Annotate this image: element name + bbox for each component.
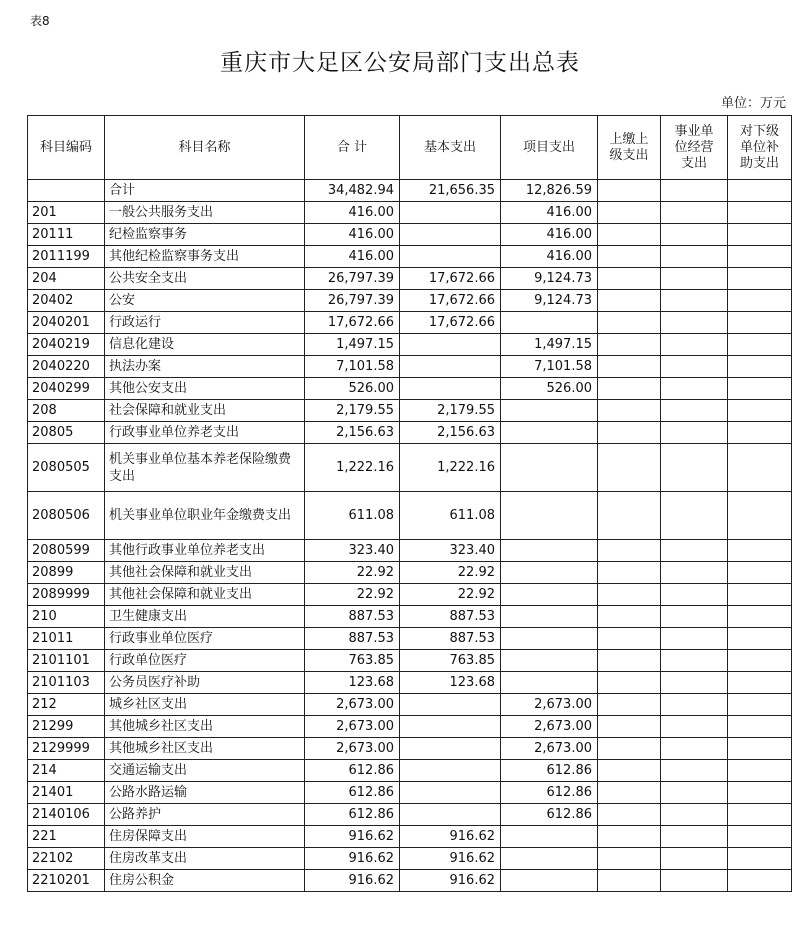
total-cell: 2,673.00 xyxy=(305,694,400,716)
total-cell: 416.00 xyxy=(305,224,400,246)
basic-expense-cell: 611.08 xyxy=(400,492,501,540)
subsidy-to-subordinate-cell xyxy=(728,202,792,224)
project-expense-cell xyxy=(501,672,598,694)
subject-code-cell: 204 xyxy=(28,268,105,290)
table-row xyxy=(28,562,792,584)
business-operation-cell xyxy=(661,202,728,224)
basic-expense-cell: 916.62 xyxy=(400,848,501,870)
business-operation-cell xyxy=(661,628,728,650)
total-cell: 1,222.16 xyxy=(305,444,400,492)
subject-name-cell: 住房改革支出 xyxy=(105,848,305,870)
subject-name-cell: 公务员医疗补助 xyxy=(105,672,305,694)
table-row xyxy=(28,760,792,782)
business-operation-cell xyxy=(661,540,728,562)
business-operation-cell xyxy=(661,444,728,492)
subject-code-cell: 2040220 xyxy=(28,356,105,378)
subsidy-to-subordinate-cell xyxy=(728,334,792,356)
subsidy-to-subordinate-cell xyxy=(728,290,792,312)
remit-to-superior-cell xyxy=(598,180,661,202)
total-cell: 916.62 xyxy=(305,826,400,848)
basic-expense-cell xyxy=(400,782,501,804)
subject-code-cell: 2101101 xyxy=(28,650,105,672)
project-expense-cell: 9,124.73 xyxy=(501,290,598,312)
basic-expense-cell: 123.68 xyxy=(400,672,501,694)
subject-name-cell: 行政事业单位医疗 xyxy=(105,628,305,650)
subsidy-to-subordinate-cell xyxy=(728,540,792,562)
subject-name-cell: 行政事业单位养老支出 xyxy=(105,422,305,444)
total-cell: 2,156.63 xyxy=(305,422,400,444)
project-expense-cell xyxy=(501,606,598,628)
subject-name-cell: 其他城乡社区支出 xyxy=(105,738,305,760)
subject-name-cell: 其他行政事业单位养老支出 xyxy=(105,540,305,562)
basic-expense-cell: 323.40 xyxy=(400,540,501,562)
remit-to-superior-cell xyxy=(598,202,661,224)
table-row xyxy=(28,444,792,492)
subject-code-cell: 2080505 xyxy=(28,444,105,492)
column-header: 上缴上级支出 xyxy=(598,116,661,180)
total-cell: 611.08 xyxy=(305,492,400,540)
project-expense-cell xyxy=(501,492,598,540)
total-cell: 2,673.00 xyxy=(305,738,400,760)
basic-expense-cell: 22.92 xyxy=(400,584,501,606)
subject-code-cell: 21011 xyxy=(28,628,105,650)
business-operation-cell xyxy=(661,180,728,202)
subsidy-to-subordinate-cell xyxy=(728,716,792,738)
subject-name-cell: 社会保障和就业支出 xyxy=(105,400,305,422)
project-expense-cell xyxy=(501,628,598,650)
remit-to-superior-cell xyxy=(598,672,661,694)
subject-code-cell: 210 xyxy=(28,606,105,628)
subject-name-cell: 行政单位医疗 xyxy=(105,650,305,672)
table-number: 表8 xyxy=(30,14,50,28)
subject-code-cell: 208 xyxy=(28,400,105,422)
subject-name-cell: 公共安全支出 xyxy=(105,268,305,290)
subject-code-cell: 2140106 xyxy=(28,804,105,826)
basic-expense-cell xyxy=(400,356,501,378)
basic-expense-cell xyxy=(400,738,501,760)
basic-expense-cell: 21,656.35 xyxy=(400,180,501,202)
total-cell: 887.53 xyxy=(305,606,400,628)
subject-code-cell: 221 xyxy=(28,826,105,848)
table-row xyxy=(28,672,792,694)
total-cell: 416.00 xyxy=(305,202,400,224)
remit-to-superior-cell xyxy=(598,268,661,290)
subject-name-cell: 交通运输支出 xyxy=(105,760,305,782)
subject-name-cell: 公安 xyxy=(105,290,305,312)
project-expense-cell xyxy=(501,650,598,672)
project-expense-cell: 7,101.58 xyxy=(501,356,598,378)
total-cell: 323.40 xyxy=(305,540,400,562)
remit-to-superior-cell xyxy=(598,870,661,892)
subsidy-to-subordinate-cell xyxy=(728,492,792,540)
subject-name-cell: 其他社会保障和就业支出 xyxy=(105,584,305,606)
business-operation-cell xyxy=(661,584,728,606)
business-operation-cell xyxy=(661,848,728,870)
business-operation-cell xyxy=(661,268,728,290)
subsidy-to-subordinate-cell xyxy=(728,246,792,268)
table-row xyxy=(28,356,792,378)
subsidy-to-subordinate-cell xyxy=(728,422,792,444)
subsidy-to-subordinate-cell xyxy=(728,562,792,584)
total-cell: 612.86 xyxy=(305,760,400,782)
subject-name-cell: 其他城乡社区支出 xyxy=(105,716,305,738)
subsidy-to-subordinate-cell xyxy=(728,268,792,290)
total-cell: 22.92 xyxy=(305,584,400,606)
basic-expense-cell: 916.62 xyxy=(400,870,501,892)
table-row xyxy=(28,782,792,804)
subsidy-to-subordinate-cell xyxy=(728,694,792,716)
subject-code-cell: 2089999 xyxy=(28,584,105,606)
basic-expense-cell xyxy=(400,246,501,268)
basic-expense-cell xyxy=(400,378,501,400)
total-cell: 612.86 xyxy=(305,782,400,804)
basic-expense-cell xyxy=(400,202,501,224)
project-expense-cell xyxy=(501,312,598,334)
column-header: 对下级单位补助支出 xyxy=(728,116,792,180)
business-operation-cell xyxy=(661,356,728,378)
basic-expense-cell: 916.62 xyxy=(400,826,501,848)
remit-to-superior-cell xyxy=(598,628,661,650)
business-operation-cell xyxy=(661,334,728,356)
project-expense-cell xyxy=(501,584,598,606)
total-cell: 17,672.66 xyxy=(305,312,400,334)
subject-name-cell: 合计 xyxy=(105,180,305,202)
subject-code-cell: 20111 xyxy=(28,224,105,246)
project-expense-cell: 9,124.73 xyxy=(501,268,598,290)
remit-to-superior-cell xyxy=(598,334,661,356)
business-operation-cell xyxy=(661,224,728,246)
basic-expense-cell: 2,156.63 xyxy=(400,422,501,444)
subsidy-to-subordinate-cell xyxy=(728,356,792,378)
business-operation-cell xyxy=(661,672,728,694)
subject-code-cell: 2040219 xyxy=(28,334,105,356)
header-row xyxy=(28,116,792,180)
remit-to-superior-cell xyxy=(598,760,661,782)
subject-name-cell: 一般公共服务支出 xyxy=(105,202,305,224)
subject-code-cell: 2040299 xyxy=(28,378,105,400)
column-header: 事业单位经营支出 xyxy=(661,116,728,180)
business-operation-cell xyxy=(661,716,728,738)
table-row xyxy=(28,870,792,892)
total-cell: 123.68 xyxy=(305,672,400,694)
table-row xyxy=(28,606,792,628)
project-expense-cell: 1,497.15 xyxy=(501,334,598,356)
subject-code-cell: 20899 xyxy=(28,562,105,584)
remit-to-superior-cell xyxy=(598,606,661,628)
subsidy-to-subordinate-cell xyxy=(728,378,792,400)
table-row xyxy=(28,738,792,760)
remit-to-superior-cell xyxy=(598,492,661,540)
remit-to-superior-cell xyxy=(598,422,661,444)
business-operation-cell xyxy=(661,782,728,804)
business-operation-cell xyxy=(661,312,728,334)
table-row xyxy=(28,224,792,246)
project-expense-cell: 12,826.59 xyxy=(501,180,598,202)
subject-code-cell: 20402 xyxy=(28,290,105,312)
total-cell: 916.62 xyxy=(305,848,400,870)
basic-expense-cell: 887.53 xyxy=(400,628,501,650)
table-row xyxy=(28,290,792,312)
column-header: 合 计 xyxy=(305,116,400,180)
table-row xyxy=(28,246,792,268)
subject-code-cell: 21401 xyxy=(28,782,105,804)
table-row xyxy=(28,378,792,400)
table-row xyxy=(28,804,792,826)
subject-code-cell: 2040201 xyxy=(28,312,105,334)
table-row xyxy=(28,694,792,716)
table-row xyxy=(28,540,792,562)
remit-to-superior-cell xyxy=(598,312,661,334)
remit-to-superior-cell xyxy=(598,540,661,562)
column-header: 项目支出 xyxy=(501,116,598,180)
remit-to-superior-cell xyxy=(598,356,661,378)
subsidy-to-subordinate-cell xyxy=(728,400,792,422)
subsidy-to-subordinate-cell xyxy=(728,870,792,892)
unit-label: 单位：万元 xyxy=(720,96,786,111)
total-row xyxy=(28,180,792,202)
subsidy-to-subordinate-cell xyxy=(728,650,792,672)
subsidy-to-subordinate-cell xyxy=(728,606,792,628)
subject-name-cell: 信息化建设 xyxy=(105,334,305,356)
basic-expense-cell xyxy=(400,804,501,826)
expenditure-table xyxy=(27,115,792,892)
subject-name-cell: 其他社会保障和就业支出 xyxy=(105,562,305,584)
remit-to-superior-cell xyxy=(598,804,661,826)
table-row xyxy=(28,716,792,738)
remit-to-superior-cell xyxy=(598,246,661,268)
column-header: 科目编码 xyxy=(28,116,105,180)
subject-name-cell: 卫生健康支出 xyxy=(105,606,305,628)
subject-name-cell: 行政运行 xyxy=(105,312,305,334)
project-expense-cell: 2,673.00 xyxy=(501,738,598,760)
project-expense-cell xyxy=(501,540,598,562)
project-expense-cell: 416.00 xyxy=(501,224,598,246)
subject-code-cell: 201 xyxy=(28,202,105,224)
subject-name-cell: 住房保障支出 xyxy=(105,826,305,848)
subject-name-cell: 机关事业单位基本养老保险缴费支出 xyxy=(105,444,305,492)
subsidy-to-subordinate-cell xyxy=(728,224,792,246)
business-operation-cell xyxy=(661,378,728,400)
project-expense-cell: 526.00 xyxy=(501,378,598,400)
project-expense-cell: 612.86 xyxy=(501,760,598,782)
remit-to-superior-cell xyxy=(598,782,661,804)
project-expense-cell xyxy=(501,400,598,422)
subject-name-cell: 纪检监察事务 xyxy=(105,224,305,246)
table-row xyxy=(28,202,792,224)
total-cell: 612.86 xyxy=(305,804,400,826)
total-cell: 916.62 xyxy=(305,870,400,892)
project-expense-cell xyxy=(501,422,598,444)
basic-expense-cell: 763.85 xyxy=(400,650,501,672)
project-expense-cell: 2,673.00 xyxy=(501,716,598,738)
subsidy-to-subordinate-cell xyxy=(728,848,792,870)
subject-name-cell: 其他公安支出 xyxy=(105,378,305,400)
basic-expense-cell: 887.53 xyxy=(400,606,501,628)
business-operation-cell xyxy=(661,606,728,628)
remit-to-superior-cell xyxy=(598,848,661,870)
subject-name-cell: 城乡社区支出 xyxy=(105,694,305,716)
subsidy-to-subordinate-cell xyxy=(728,180,792,202)
remit-to-superior-cell xyxy=(598,400,661,422)
subsidy-to-subordinate-cell xyxy=(728,584,792,606)
business-operation-cell xyxy=(661,562,728,584)
subject-code-cell: 212 xyxy=(28,694,105,716)
business-operation-cell xyxy=(661,492,728,540)
table-row xyxy=(28,334,792,356)
total-cell: 1,497.15 xyxy=(305,334,400,356)
basic-expense-cell: 2,179.55 xyxy=(400,400,501,422)
business-operation-cell xyxy=(661,650,728,672)
basic-expense-cell xyxy=(400,224,501,246)
subject-name-cell: 机关事业单位职业年金缴费支出 xyxy=(105,492,305,540)
subject-code-cell: 2080599 xyxy=(28,540,105,562)
remit-to-superior-cell xyxy=(598,826,661,848)
project-expense-cell xyxy=(501,848,598,870)
subject-code-cell: 20805 xyxy=(28,422,105,444)
total-cell: 26,797.39 xyxy=(305,290,400,312)
subject-code-cell: 2080506 xyxy=(28,492,105,540)
table-row xyxy=(28,628,792,650)
table-row xyxy=(28,848,792,870)
table-row xyxy=(28,312,792,334)
project-expense-cell: 416.00 xyxy=(501,202,598,224)
subject-code-cell: 214 xyxy=(28,760,105,782)
table-row xyxy=(28,650,792,672)
subsidy-to-subordinate-cell xyxy=(728,760,792,782)
basic-expense-cell: 1,222.16 xyxy=(400,444,501,492)
subsidy-to-subordinate-cell xyxy=(728,804,792,826)
business-operation-cell xyxy=(661,290,728,312)
basic-expense-cell: 17,672.66 xyxy=(400,290,501,312)
basic-expense-cell xyxy=(400,760,501,782)
basic-expense-cell xyxy=(400,334,501,356)
business-operation-cell xyxy=(661,422,728,444)
project-expense-cell: 612.86 xyxy=(501,804,598,826)
table-row xyxy=(28,268,792,290)
remit-to-superior-cell xyxy=(598,224,661,246)
total-cell: 526.00 xyxy=(305,378,400,400)
total-cell: 26,797.39 xyxy=(305,268,400,290)
column-header: 基本支出 xyxy=(400,116,501,180)
table-body xyxy=(28,180,792,892)
business-operation-cell xyxy=(661,870,728,892)
remit-to-superior-cell xyxy=(598,562,661,584)
subject-name-cell: 执法办案 xyxy=(105,356,305,378)
project-expense-cell xyxy=(501,562,598,584)
table-row xyxy=(28,584,792,606)
total-cell: 763.85 xyxy=(305,650,400,672)
basic-expense-cell xyxy=(400,716,501,738)
total-cell: 416.00 xyxy=(305,246,400,268)
subsidy-to-subordinate-cell xyxy=(728,444,792,492)
subject-code-cell: 2129999 xyxy=(28,738,105,760)
subsidy-to-subordinate-cell xyxy=(728,672,792,694)
remit-to-superior-cell xyxy=(598,584,661,606)
project-expense-cell: 612.86 xyxy=(501,782,598,804)
subject-name-cell: 公路养护 xyxy=(105,804,305,826)
basic-expense-cell: 17,672.66 xyxy=(400,312,501,334)
total-cell: 2,673.00 xyxy=(305,716,400,738)
subject-name-cell: 其他纪检监察事务支出 xyxy=(105,246,305,268)
business-operation-cell xyxy=(661,246,728,268)
business-operation-cell xyxy=(661,826,728,848)
business-operation-cell xyxy=(661,738,728,760)
business-operation-cell xyxy=(661,804,728,826)
total-cell: 34,482.94 xyxy=(305,180,400,202)
subject-code-cell: 2101103 xyxy=(28,672,105,694)
project-expense-cell xyxy=(501,870,598,892)
remit-to-superior-cell xyxy=(598,378,661,400)
table-row xyxy=(28,492,792,540)
subject-code-cell xyxy=(28,180,105,202)
subsidy-to-subordinate-cell xyxy=(728,738,792,760)
table-row xyxy=(28,422,792,444)
remit-to-superior-cell xyxy=(598,444,661,492)
total-cell: 7,101.58 xyxy=(305,356,400,378)
total-cell: 887.53 xyxy=(305,628,400,650)
basic-expense-cell: 17,672.66 xyxy=(400,268,501,290)
remit-to-superior-cell xyxy=(598,694,661,716)
subsidy-to-subordinate-cell xyxy=(728,782,792,804)
subject-code-cell: 2210201 xyxy=(28,870,105,892)
basic-expense-cell xyxy=(400,694,501,716)
project-expense-cell: 2,673.00 xyxy=(501,694,598,716)
business-operation-cell xyxy=(661,760,728,782)
page-title: 重庆市大足区公安局部门支出总表 xyxy=(220,50,580,76)
business-operation-cell xyxy=(661,400,728,422)
project-expense-cell xyxy=(501,444,598,492)
subject-name-cell: 公路水路运输 xyxy=(105,782,305,804)
subject-code-cell: 21299 xyxy=(28,716,105,738)
table-row xyxy=(28,826,792,848)
remit-to-superior-cell xyxy=(598,738,661,760)
basic-expense-cell: 22.92 xyxy=(400,562,501,584)
business-operation-cell xyxy=(661,694,728,716)
project-expense-cell xyxy=(501,826,598,848)
remit-to-superior-cell xyxy=(598,290,661,312)
project-expense-cell: 416.00 xyxy=(501,246,598,268)
column-header: 科目名称 xyxy=(105,116,305,180)
subsidy-to-subordinate-cell xyxy=(728,312,792,334)
remit-to-superior-cell xyxy=(598,716,661,738)
subject-name-cell: 住房公积金 xyxy=(105,870,305,892)
subject-code-cell: 22102 xyxy=(28,848,105,870)
remit-to-superior-cell xyxy=(598,650,661,672)
total-cell: 2,179.55 xyxy=(305,400,400,422)
table-row xyxy=(28,400,792,422)
subsidy-to-subordinate-cell xyxy=(728,826,792,848)
subsidy-to-subordinate-cell xyxy=(728,628,792,650)
subject-code-cell: 2011199 xyxy=(28,246,105,268)
total-cell: 22.92 xyxy=(305,562,400,584)
